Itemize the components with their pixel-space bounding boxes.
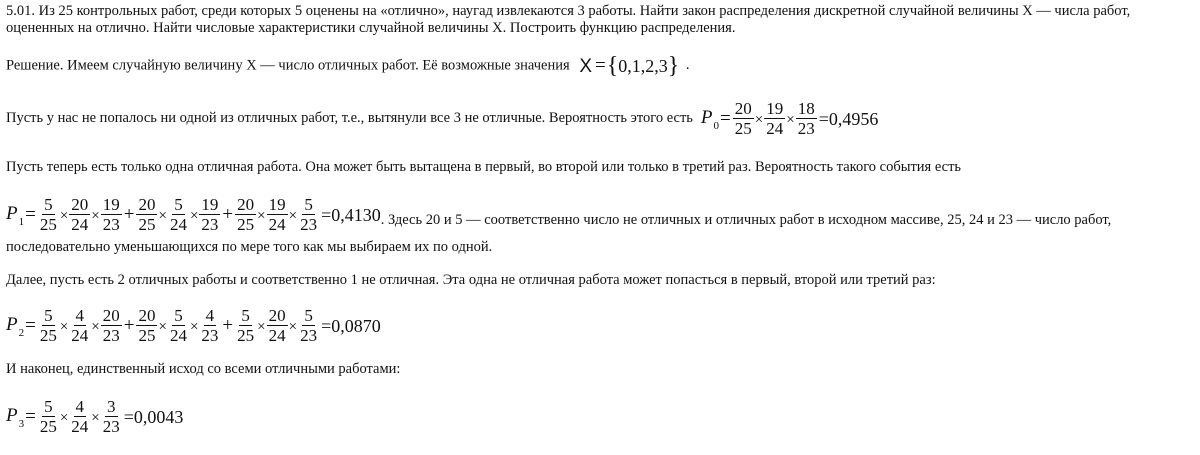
p1-symbol: $P_1$: [6, 202, 25, 228]
p0-fraction-3: $\frac{18}{23}$: [797, 99, 815, 138]
possible-values-formula: [579, 55, 679, 77]
p1-subscript: 1: [18, 215, 25, 228]
p2-symbol: $P_2$: [6, 313, 25, 339]
p0-fraction-1: $\frac{20}{25}$: [734, 99, 752, 138]
times-sign: ×: [59, 208, 69, 224]
p1-term1-fraction-1: $\frac{5}{25}$: [39, 195, 57, 234]
p2-formula: [6, 307, 1194, 344]
times-sign: ×: [158, 319, 167, 335]
times-sign: ×: [257, 208, 266, 224]
case1-note: . Здесь 20 и 5 — соответственно число не отличных и отличных работ в исходном массиве, 25, 24 и 23 — число работ, последовательно уменьшающихся по мере того как мы выбираем их по одной.: [6, 211, 1112, 255]
p2-term2-fraction-1: $\frac{20}{25}$: [138, 306, 156, 345]
p1-term3-fraction-1: $\frac{20}{25}$: [237, 195, 255, 234]
p2-term3-fraction-3: $\frac{5}{23}$: [300, 306, 318, 345]
solution-intro-text: Решение. Имеем случайную величину X — число отличных работ. Её возможные значения: [6, 57, 570, 74]
times-sign: ×: [288, 208, 298, 224]
p1-term2-fraction-2: $\frac{5}{24}$: [169, 195, 187, 234]
times-sign: ×: [754, 112, 764, 128]
case0-paragraph: [6, 100, 1194, 137]
set-variable: X: [579, 55, 592, 77]
p3-fraction-2: $\frac{4}{24}$: [71, 397, 89, 436]
document-page: [6, 3, 1194, 435]
p2-subscript: 2: [18, 326, 25, 339]
p1-term1-fraction-3: $\frac{19}{23}$: [102, 195, 120, 234]
p1-term2-fraction-1: $\frac{20}{25}$: [138, 195, 156, 234]
times-sign: ×: [91, 319, 100, 335]
p3-symbol: $P_3$: [6, 404, 25, 430]
set-close-brace: }: [667, 53, 680, 79]
case0-text: Пусть у нас не попалось ни одной из отличных работ, т.е., вытянули все 3 не отличные. Вероятность этого есть: [6, 110, 693, 126]
set-open-brace: {: [606, 53, 619, 79]
times-sign: ×: [158, 208, 167, 224]
p1-formula: [6, 196, 381, 233]
plus-sign: +: [123, 314, 135, 336]
p0-formula: [701, 100, 878, 137]
p1-equals: =: [25, 203, 36, 225]
p2-equals: =: [25, 314, 36, 336]
p0-equals: =: [720, 107, 731, 129]
p3-result: =0,0043: [123, 406, 184, 427]
p1-result: =0,4130: [321, 204, 381, 225]
p2-result: =0,0870: [321, 315, 381, 336]
set-values: 0,1,2,3: [618, 55, 668, 76]
plus-sign: +: [123, 203, 135, 225]
plus-sign: +: [222, 203, 234, 225]
p2-term1-fraction-2: $\frac{4}{24}$: [71, 306, 89, 345]
p2-term1-fraction-3: $\frac{20}{23}$: [102, 306, 120, 345]
p2-term1-fraction-1: $\frac{5}{25}$: [39, 306, 57, 345]
times-sign: ×: [189, 208, 199, 224]
p1-term3-fraction-3: $\frac{5}{23}$: [300, 195, 318, 234]
p2-term2-fraction-3: $\frac{4}{23}$: [201, 306, 219, 345]
times-sign: ×: [257, 319, 266, 335]
times-sign: ×: [189, 319, 199, 335]
set-equals: =: [595, 55, 606, 76]
p3-equals: =: [25, 405, 36, 427]
times-sign: ×: [288, 319, 298, 335]
case1-formula-block: [6, 196, 1194, 256]
p3-fraction-1: $\frac{5}{25}$: [39, 397, 57, 436]
p1-term2-fraction-3: $\frac{19}{23}$: [201, 195, 219, 234]
p0-symbol: $P_0$: [700, 106, 720, 132]
times-sign: ×: [91, 208, 100, 224]
p3-fraction-3: $\frac{3}{23}$: [102, 397, 120, 436]
p0-fraction-2: $\frac{19}{24}$: [766, 99, 784, 138]
case1-text: Пусть теперь есть только одна отличная работа. Она может быть вытащена в первый, во второй или только в третий раз. Вероятность такого события есть: [6, 159, 962, 175]
times-sign: ×: [786, 112, 795, 128]
p1-term3-fraction-2: $\frac{19}{24}$: [268, 195, 286, 234]
times-sign: ×: [59, 410, 69, 426]
p0-subscript: 0: [713, 119, 720, 132]
p1-term1-fraction-2: $\frac{20}{24}$: [71, 195, 89, 234]
p2-term3-fraction-1: $\frac{5}{25}$: [237, 306, 255, 345]
plus-sign: +: [222, 314, 234, 336]
case3-text: И наконец, единственный исход со всеми отличными работами:: [6, 361, 401, 377]
p2-term3-fraction-2: $\frac{20}{24}$: [268, 306, 286, 345]
solution-intro: [6, 55, 1194, 77]
set-period: .: [685, 57, 690, 74]
times-sign: ×: [59, 319, 69, 335]
p0-result: =0,4956: [818, 108, 879, 129]
problem-statement: 5.01. Из 25 контрольных работ, среди которых 5 оценены на «отлично», наугад извлекаются 3 работы. Найти закон распределения дискретной случайной величины X — числа работ, оцененных на отлично. Найти числовые характеристики случайной величины X. Построить функцию распределения.: [6, 3, 1131, 36]
case2-text: Далее, пусть есть 2 отличных работы и соответственно 1 не отличная. Эта одна не отличная работа может попасться в первый, второй или третий раз:: [6, 272, 936, 288]
p3-formula: [6, 398, 1194, 435]
times-sign: ×: [91, 410, 100, 426]
p2-term2-fraction-2: $\frac{5}{24}$: [169, 306, 187, 345]
p3-subscript: 3: [18, 417, 25, 430]
